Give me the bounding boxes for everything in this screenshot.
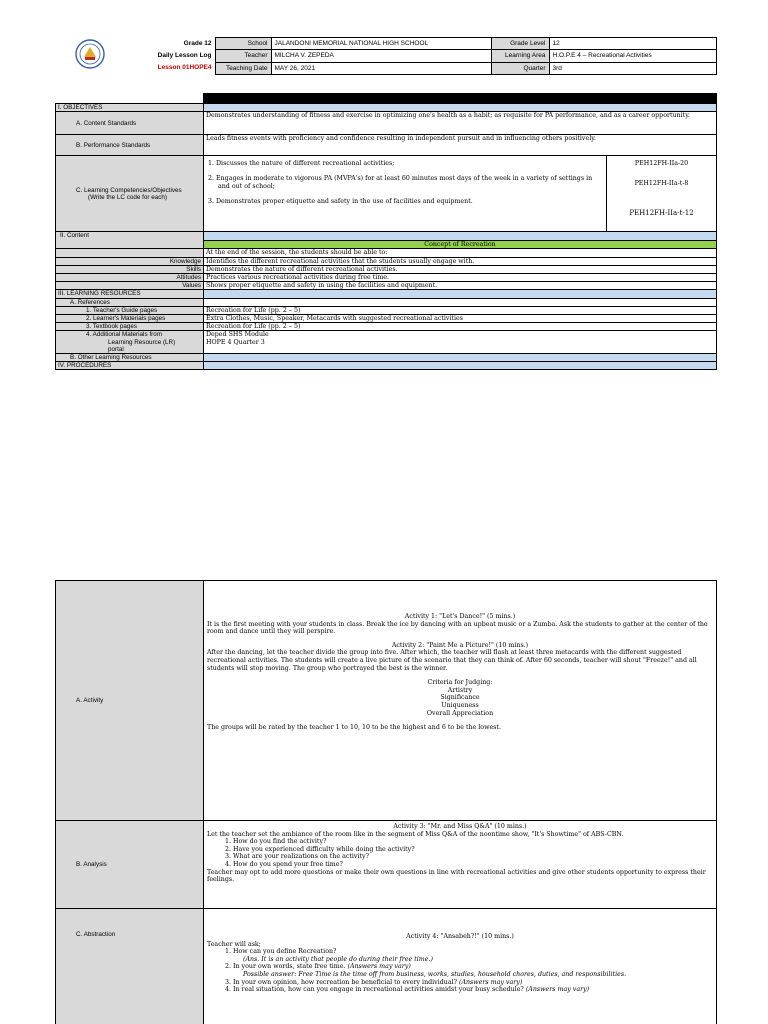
lesson-header [55, 37, 717, 75]
textbook-pages-label: 3. Textbook pages [56, 323, 204, 331]
question-item: 4. How do you spend your free time? [225, 860, 343, 868]
knowledge-label: Knowledge [56, 257, 204, 265]
content-standards-text: Demonstrates understanding of fitness and exercise in optimizing one's health as a habit; as requisite for PA performance, and as a career opportunity. [204, 112, 717, 135]
question-item: 2. Have you experienced difficulty while doing the activity? [225, 845, 415, 853]
quarter-label: Quarter [491, 62, 549, 74]
procedures-table [55, 580, 717, 1024]
attitudes-text: Practices various recreational activities during free time. [204, 274, 717, 282]
question-item: 1. How can you define Recreation? [225, 948, 337, 956]
activity-3-title: Activity 3: "Mr. and Miss Q&A" (10 mins.) [393, 823, 527, 830]
date-label: Teaching Date [215, 62, 271, 74]
competency-code: PEH12FH-IIa-t-12 [629, 208, 694, 217]
activity-2-text: After the dancing, let the teacher divide the group into five. After which, the teacher will flash at least three metacards with the different suggested recreational activities. The students will create a live picture of the scenario that they can think of. After 60 seconds, teacher will shout "Freeze!" and all students will stop moving. The group who portrayed the best is the winner. [207, 649, 697, 672]
abstraction-label: C. Abstraction [56, 909, 204, 1024]
criteria-item: Artistry [447, 686, 473, 694]
values-label: Values [56, 282, 204, 290]
log-label: Daily Lesson Log [157, 51, 212, 59]
question-item: 1. How do you find the activity? [225, 838, 327, 846]
competencies-list [204, 156, 607, 232]
question-item: 2. In your own words, state free time. (Answers may vary) [225, 963, 411, 971]
answer-text: (Ans. It is an activity that people do during their free time.) [243, 955, 433, 963]
activity-content [204, 581, 717, 821]
activity-label: A. Activity [56, 581, 204, 821]
lm-pages-label: 2. Learner's Materials pages [56, 315, 204, 323]
abstraction-intro: Teacher will ask; [207, 940, 261, 948]
competency-item: 2. Engages in moderate to vigorous PA (MVPA's) for at least 60 minutes most days of the week in a variety of settings in and out of school; [208, 175, 593, 190]
other-resources-label: B. Other Learning Resources [56, 354, 204, 362]
learning-area-value: H.O.P.E 4 – Recreational Activities [549, 50, 717, 62]
textbook-pages-text: Recreation for Life (pp. 2 – 5) [204, 323, 717, 331]
activity-1-text: It is the first meeting with your students in class. Break the ice by dancing with an upbeat music or a Zumba. Ask the students to gather at the center of the room and dance until they will perspire. [207, 620, 708, 636]
values-text: Shows proper etiquette and safety in using the facilities and equipment. [204, 282, 717, 290]
grade-label: Grade 12 [183, 39, 212, 47]
tg-pages-label: 1. Teacher's Guide pages [56, 306, 204, 314]
performance-standards-label: B. Performance Standards [56, 135, 204, 156]
activity-2-title: Activity 2: "Paint Me a Picture!" (10 mins.) [391, 641, 529, 649]
lm-pages-text: Extra Clothes, Music, Speaker, Metacards with suggested recreational activities [204, 315, 717, 323]
seal-icon [75, 39, 105, 69]
school-label: School [215, 38, 271, 50]
activity-1-title: Activity 1: "Let's Dance!" (5 mins.) [404, 613, 516, 620]
analysis-intro: Let the teacher set the ambiance of the room like in the segment of Miss Q&A of the noontime show, "It's Showtime" of ABS-CBN. [207, 830, 624, 838]
criteria-item: Significance [440, 694, 480, 702]
skills-text: Demonstrates the nature of different recreational activities. [204, 265, 717, 273]
resources-heading: III. LEARNING RESOURCES [56, 290, 204, 298]
teacher-value: MILCHA V. ZEPEDA [271, 50, 491, 62]
question-item: 4. In real situation, how can you engage in recreational activities amidst your busy schedule? (Answers may vary) [225, 986, 590, 994]
competency-item: 3. Demonstrates proper etiquette and safety in the use of facilities and equipment. [208, 197, 473, 205]
references-label: A. References [56, 298, 204, 306]
competencies-label: C. Learning Competencies/Objectives (Write the LC code for each) [56, 156, 204, 232]
analysis-content [204, 821, 717, 909]
quarter-value: 3rd [549, 62, 717, 74]
answer-text: Possible answer: Free Time is the time off from business, works, studies, household chores, duties, and responsibilities. [243, 970, 627, 978]
rating-text: The groups will be rated by the teacher 1 to 10, 10 to be the highest and 6 to be the lowest. [207, 724, 501, 732]
grade-level-value: 12 [549, 38, 717, 50]
skills-label: Skills [56, 265, 204, 273]
additional-materials-label: 4. Additional Materials from Learning Resource (LR) portal [56, 331, 204, 354]
knowledge-text: Identifies the different recreational activities that the students usually engage with. [204, 257, 717, 265]
objectives-heading: I. OBJECTIVES [56, 104, 204, 112]
abstraction-content [204, 909, 717, 1024]
date-value: MAY 26, 2021 [271, 62, 491, 74]
competency-item: 1. Discusses the nature of different recreational activities; [208, 160, 395, 168]
tg-pages-text: Recreation for Life (pp. 2 – 5) [204, 306, 717, 314]
activity-4-title: Activity 4: "Ansabeh?!" (10 mins.) [406, 933, 514, 940]
competency-code: PEH12FH-IIa-20 [634, 160, 689, 168]
analysis-closing: Teacher may opt to add more questions or make their own questions in line with recreational activities and give other students opportunity to express their feelings. [207, 868, 706, 884]
question-item: 3. In your own opinion, how recreation be beneficial to every individual? (Answers may vary) [225, 978, 523, 986]
procedures-heading: IV. PROCEDURES [56, 362, 204, 370]
teacher-label: Teacher [215, 50, 271, 62]
content-label: II. Content [56, 232, 204, 249]
criteria-item: Overall Appreciation [426, 709, 494, 717]
criteria-title: Criteria for Judging: [427, 679, 493, 687]
competency-codes [607, 156, 717, 232]
objectives-table [55, 93, 717, 370]
attitudes-label: Attitudes [56, 274, 204, 282]
content-intro: At the end of the session, the students should be able to: [204, 249, 717, 257]
question-item: 3. What are your realizations on the activity? [225, 853, 369, 861]
content-standards-label: A. Content Standards [56, 112, 204, 135]
additional-materials-text: Deped SHS Module HOPE 4 Quarter 3 [204, 331, 717, 354]
school-value: JALANDONI MEMORIAL NATIONAL HIGH SCHOOL [271, 38, 491, 50]
learning-area-label: Learning Area [491, 50, 549, 62]
lesson-code: Lesson 01HOPE4 [157, 64, 212, 72]
criteria-item: Uniqueness [441, 701, 479, 709]
performance-standards-text: Leads fitness events with proficiency and confidence resulting in independent pursuit and in influencing others positively. [204, 135, 717, 156]
deped-seal-logo [55, 38, 125, 75]
grade-level-label: Grade Level [491, 38, 549, 50]
concept-title: Concept of Recreation [204, 241, 717, 249]
analysis-label: B. Analysis [56, 821, 204, 909]
competency-code: PEH12FH-IIa-t-8 [634, 180, 689, 188]
